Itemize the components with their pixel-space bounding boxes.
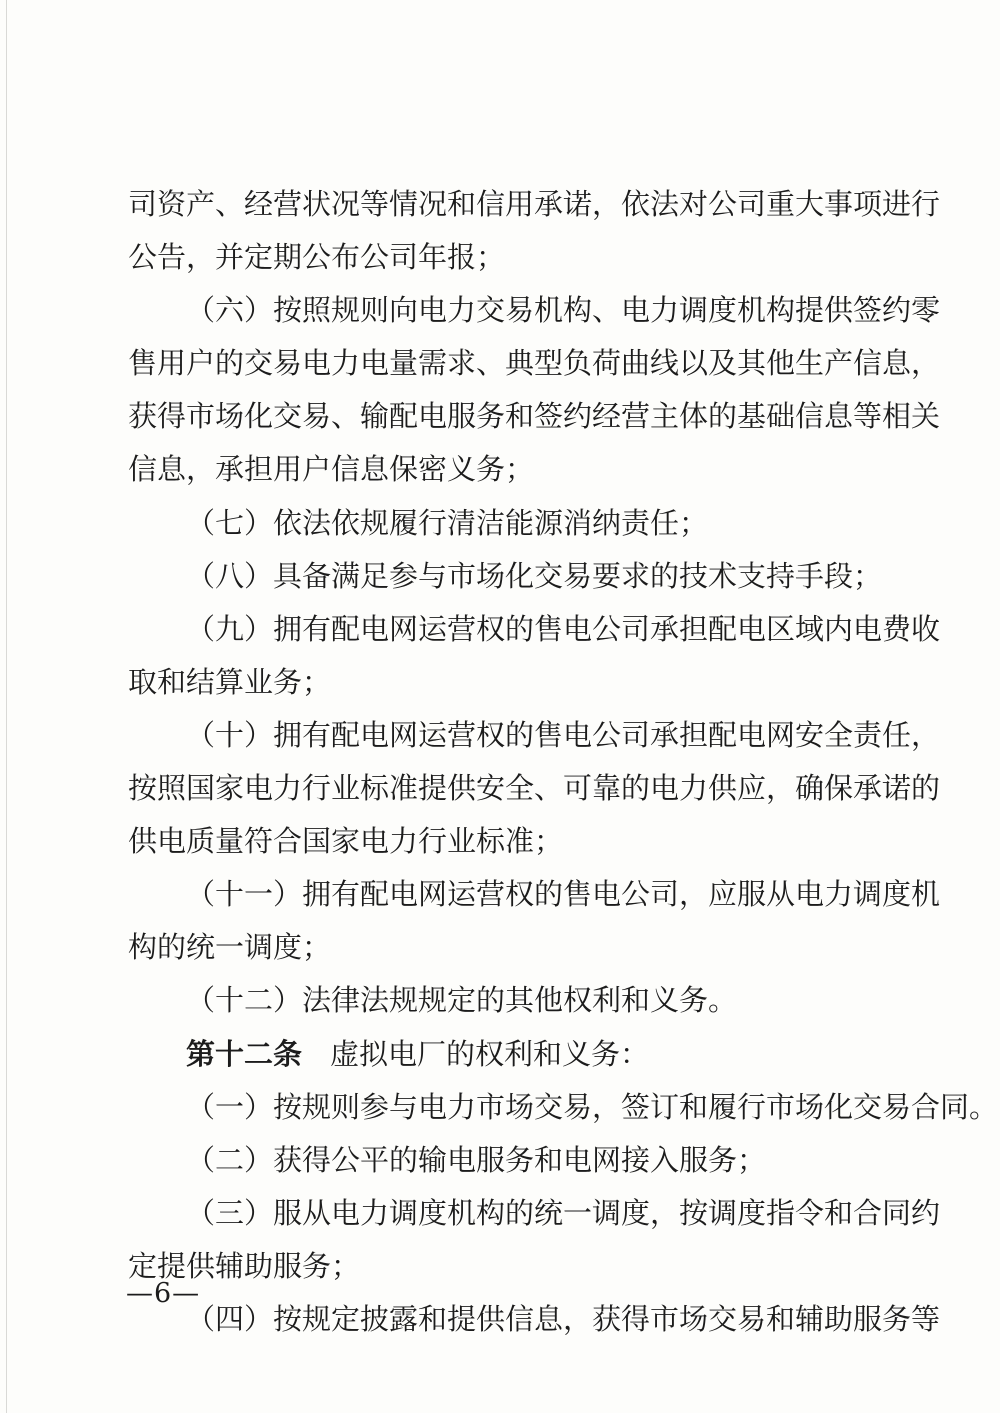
text-line: （八）具备满足参与市场化交易要求的技术支持手段； <box>186 558 883 593</box>
text-line: 信息，承担用户信息保密义务； <box>128 452 535 487</box>
document-body <box>128 178 999 1346</box>
article-line <box>128 1028 873 1081</box>
text-line: （三）服从电力调度机构的统一调度，按调度指令和合同约 <box>186 1195 941 1230</box>
text-line: 构的统一调度； <box>128 930 332 965</box>
text-line: （一）按规则参与电力市场交易，签订和履行市场化交易合同。 <box>186 1089 999 1124</box>
article-title: 第十二条 <box>186 1036 303 1071</box>
text-line: （七）依法依规履行清洁能源消纳责任； <box>186 505 709 540</box>
text-line: 取和结算业务； <box>128 664 332 699</box>
text-line: （六）按照规则向电力交易机构、电力调度机构提供签约零 <box>186 293 941 328</box>
text-line: （九）拥有配电网运营权的售电公司承担配电区域内电费收 <box>186 611 941 646</box>
text-line: （十二）法律法规规定的其他权利和义务。 <box>186 983 738 1018</box>
text-line: 定提供辅助服务； <box>128 1248 361 1283</box>
text-line: 司资产、经营状况等情况和信用承诺，依法对公司重大事项进行 <box>128 187 941 221</box>
text-line: （二）获得公平的输电服务和电网接入服务； <box>186 1142 767 1177</box>
scan-edge-line <box>6 0 7 1413</box>
text-line: （十一）拥有配电网运营权的售电公司，应服从电力调度机 <box>186 877 941 912</box>
article-text: 虚拟电厂的权利和义务： <box>330 1036 650 1071</box>
text-line: 公告，并定期公布公司年报； <box>128 240 506 275</box>
text-line: 售用户的交易电力电量需求、典型负荷曲线以及其他生产信息， <box>128 346 941 381</box>
text-line: （四）按规定披露和提供信息，获得市场交易和辅助服务等 <box>186 1301 941 1336</box>
page-number: —6— <box>126 1278 201 1309</box>
text-line: 按照国家电力行业标准提供安全、可靠的电力供应，确保承诺的 <box>128 771 941 806</box>
text-line: 获得市场化交易、输配电服务和签约经营主体的基础信息等相关 <box>128 399 941 434</box>
text-line: （十）拥有配电网运营权的售电公司承担配电网安全责任， <box>186 717 941 752</box>
text-line: 供电质量符合国家电力行业标准； <box>128 824 564 859</box>
